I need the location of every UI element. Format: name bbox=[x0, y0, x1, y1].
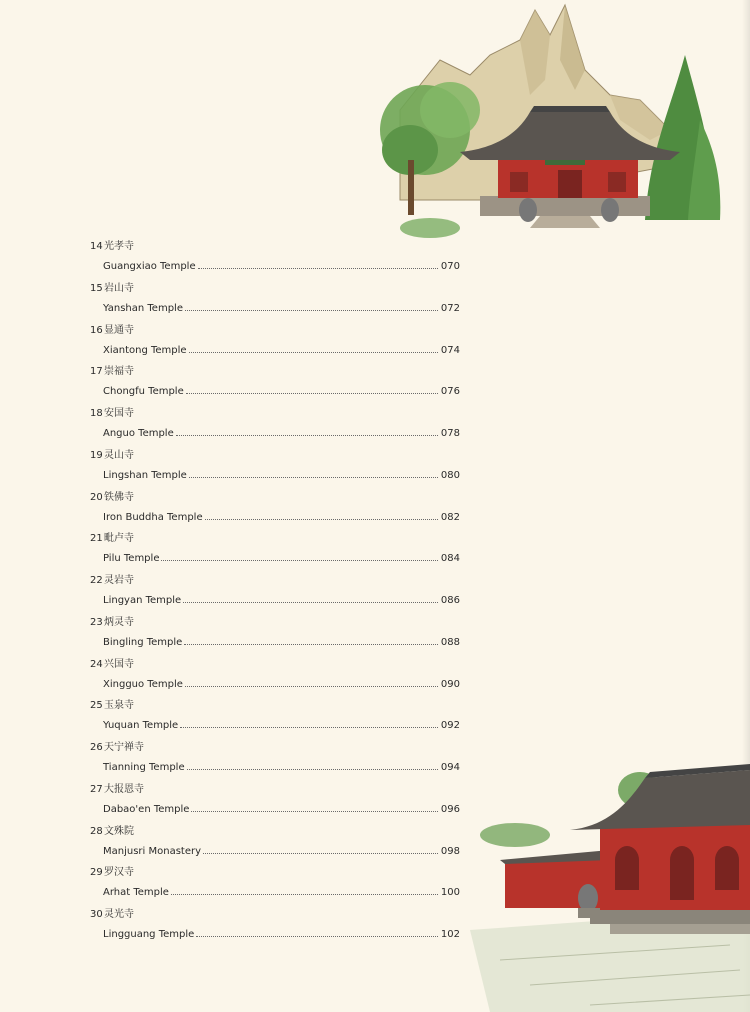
toc-entry-line bbox=[103, 678, 460, 692]
toc-entry[interactable] bbox=[90, 532, 460, 574]
toc-entry-number: 27 bbox=[90, 783, 103, 795]
toc-entry-page-number: 078 bbox=[440, 428, 460, 439]
toc-entry-line bbox=[103, 260, 460, 274]
toc-entry-number: 21 bbox=[90, 533, 103, 545]
toc-entry-number: 20 bbox=[90, 491, 103, 503]
toc-entry-chinese-title: 文殊院 bbox=[104, 825, 134, 837]
toc-entry[interactable] bbox=[90, 783, 460, 825]
toc-entry-english-title: Lingguang Temple bbox=[103, 929, 195, 940]
toc-entry-chinese-title: 灵光寺 bbox=[104, 909, 134, 920]
toc-entry[interactable] bbox=[90, 365, 460, 407]
dot-leader bbox=[183, 594, 438, 603]
toc-entry-english-title: Yuquan Temple bbox=[103, 720, 179, 732]
toc-entry-heading bbox=[90, 574, 460, 588]
toc-entry-page-number: 084 bbox=[440, 553, 460, 565]
toc-entry[interactable] bbox=[90, 282, 460, 324]
toc-entry-page-number: 100 bbox=[440, 887, 460, 899]
toc-entry[interactable] bbox=[90, 407, 460, 449]
toc-entry-number: 29 bbox=[90, 867, 103, 879]
toc-entry-english-title: Pilu Temple bbox=[103, 553, 160, 565]
toc-entry-english-title: Xingguo Temple bbox=[103, 678, 183, 690]
toc-entry-line bbox=[103, 469, 460, 483]
toc-entry-heading bbox=[90, 324, 460, 338]
toc-entry-chinese-title: 炳灵寺 bbox=[104, 616, 134, 628]
toc-entry-heading bbox=[90, 365, 460, 379]
toc-entry-page-number: 082 bbox=[440, 511, 460, 523]
toc-entry-number: 17 bbox=[90, 366, 103, 378]
toc-entry-number: 26 bbox=[90, 742, 103, 753]
toc-entry-english-title: Dabao'en Temple bbox=[103, 803, 190, 815]
toc-entry-english-title: Iron Buddha Temple bbox=[103, 511, 203, 523]
toc-entry-chinese-title: 安国寺 bbox=[104, 408, 134, 419]
toc-entry-chinese-title: 天宁禅寺 bbox=[104, 742, 144, 753]
toc-entry-english-title: Lingyan Temple bbox=[103, 595, 182, 606]
dot-leader bbox=[203, 845, 438, 854]
toc-entry-english-title: Yanshan Temple bbox=[103, 302, 183, 314]
table-of-contents bbox=[90, 240, 460, 950]
toc-entry-line bbox=[103, 594, 460, 608]
toc-entry[interactable] bbox=[90, 866, 460, 908]
toc-entry[interactable] bbox=[90, 449, 460, 491]
toc-entry-line bbox=[103, 719, 460, 733]
toc-entry-page-number: 098 bbox=[440, 845, 460, 857]
toc-entry-page-number: 080 bbox=[440, 469, 460, 481]
toc-entry-line bbox=[103, 344, 460, 358]
dot-leader bbox=[185, 302, 438, 311]
toc-entry-chinese-title: 玉泉寺 bbox=[104, 700, 134, 712]
toc-entry-chinese-title: 崇福寺 bbox=[104, 366, 134, 378]
toc-entry-page-number: 070 bbox=[440, 261, 460, 272]
toc-entry-line bbox=[103, 636, 460, 650]
temple-gate-with-mountains-illustration bbox=[370, 0, 750, 245]
toc-entry-heading bbox=[90, 825, 460, 839]
toc-entry-number: 28 bbox=[90, 825, 103, 837]
toc-entry-number: 23 bbox=[90, 616, 103, 628]
toc-entry-heading bbox=[90, 282, 460, 296]
toc-entry-page-number: 076 bbox=[440, 386, 460, 398]
toc-entry[interactable] bbox=[90, 616, 460, 658]
toc-entry[interactable] bbox=[90, 699, 460, 741]
toc-entry-line bbox=[103, 511, 460, 525]
toc-entry-heading bbox=[90, 449, 460, 463]
toc-entry[interactable] bbox=[90, 658, 460, 700]
toc-entry[interactable] bbox=[90, 741, 460, 783]
toc-entry-heading bbox=[90, 741, 460, 755]
toc-entry-chinese-title: 灵岩寺 bbox=[104, 575, 134, 586]
toc-entry-number: 15 bbox=[90, 282, 103, 294]
toc-entry-number: 24 bbox=[90, 658, 103, 670]
toc-entry-chinese-title: 罗汉寺 bbox=[104, 867, 134, 879]
toc-entry-english-title: Manjusri Monastery bbox=[103, 845, 202, 857]
dot-leader bbox=[186, 385, 438, 394]
red-walled-temple-courtyard-illustration bbox=[470, 760, 750, 1012]
dot-leader bbox=[198, 260, 438, 269]
toc-entry-english-title: Bingling Temple bbox=[103, 636, 183, 648]
toc-entry-heading bbox=[90, 658, 460, 672]
toc-entry-page-number: 092 bbox=[440, 720, 460, 732]
toc-entry-line bbox=[103, 385, 460, 399]
toc-entry-chinese-title: 铁佛寺 bbox=[104, 491, 134, 503]
dot-leader bbox=[189, 469, 438, 478]
toc-entry-number: 25 bbox=[90, 700, 103, 712]
dot-leader bbox=[189, 344, 438, 353]
toc-entry-page-number: 090 bbox=[440, 678, 460, 690]
toc-entry-heading bbox=[90, 616, 460, 630]
toc-entry-page-number: 086 bbox=[440, 595, 460, 606]
toc-entry-number: 19 bbox=[90, 449, 103, 461]
toc-entry[interactable] bbox=[90, 825, 460, 867]
toc-entry-line bbox=[103, 886, 460, 900]
dot-leader bbox=[176, 427, 438, 436]
dot-leader bbox=[184, 636, 438, 645]
toc-entry-number: 14 bbox=[90, 241, 103, 252]
toc-entry-english-title: Anguo Temple bbox=[103, 428, 174, 439]
toc-entry-number: 16 bbox=[90, 324, 103, 336]
toc-entry-heading bbox=[90, 407, 460, 421]
toc-entry-heading bbox=[90, 908, 460, 922]
toc-entry-english-title: Tianning Temple bbox=[103, 762, 185, 773]
toc-entry[interactable] bbox=[90, 324, 460, 366]
toc-entry-page-number: 074 bbox=[440, 344, 460, 356]
toc-entry-page-number: 072 bbox=[440, 302, 460, 314]
toc-entry-line bbox=[103, 552, 460, 566]
toc-entry-chinese-title: 兴国寺 bbox=[104, 658, 134, 670]
toc-entry-english-title: Xiantong Temple bbox=[103, 344, 187, 356]
dot-leader bbox=[191, 803, 438, 812]
dot-leader bbox=[187, 761, 438, 770]
toc-entry-heading bbox=[90, 491, 460, 505]
toc-entry-chinese-title: 显通寺 bbox=[104, 324, 134, 336]
dot-leader bbox=[161, 552, 438, 561]
toc-entry[interactable] bbox=[90, 908, 460, 950]
toc-entry-english-title: Lingshan Temple bbox=[103, 469, 187, 481]
toc-entry-line bbox=[103, 845, 460, 859]
toc-entry[interactable] bbox=[90, 574, 460, 616]
toc-entry-heading bbox=[90, 866, 460, 880]
toc-entry-number: 22 bbox=[90, 575, 103, 586]
toc-entry-line bbox=[103, 928, 460, 942]
toc-entry[interactable] bbox=[90, 491, 460, 533]
toc-entry-page-number: 088 bbox=[440, 636, 460, 648]
toc-entry-page-number: 094 bbox=[440, 762, 460, 773]
dot-leader bbox=[171, 886, 438, 895]
dot-leader bbox=[196, 928, 438, 937]
toc-entry-line bbox=[103, 761, 460, 775]
toc-entry-line bbox=[103, 427, 460, 441]
toc-entry-english-title: Arhat Temple bbox=[103, 887, 169, 899]
toc-entry-chinese-title: 毗卢寺 bbox=[104, 533, 134, 545]
toc-entry-line bbox=[103, 302, 460, 316]
toc-entry[interactable] bbox=[90, 240, 460, 282]
toc-entry-page-number: 096 bbox=[440, 803, 460, 815]
toc-entry-chinese-title: 岩山寺 bbox=[104, 282, 134, 294]
toc-entry-number: 18 bbox=[90, 408, 103, 419]
toc-entry-line bbox=[103, 803, 460, 817]
toc-entry-heading bbox=[90, 240, 460, 254]
dot-leader bbox=[205, 511, 438, 520]
toc-entry-english-title: Chongfu Temple bbox=[103, 386, 184, 398]
dot-leader bbox=[180, 719, 438, 728]
toc-entry-chinese-title: 灵山寺 bbox=[104, 449, 134, 461]
toc-entry-page-number: 102 bbox=[440, 929, 460, 940]
toc-entry-english-title: Guangxiao Temple bbox=[103, 261, 196, 272]
toc-entry-heading bbox=[90, 783, 460, 797]
dot-leader bbox=[185, 678, 438, 687]
toc-entry-number: 30 bbox=[90, 909, 103, 920]
toc-entry-heading bbox=[90, 532, 460, 546]
toc-entry-chinese-title: 大报恩寺 bbox=[104, 783, 144, 795]
toc-entry-heading bbox=[90, 699, 460, 713]
toc-entry-chinese-title: 光孝寺 bbox=[104, 241, 134, 252]
